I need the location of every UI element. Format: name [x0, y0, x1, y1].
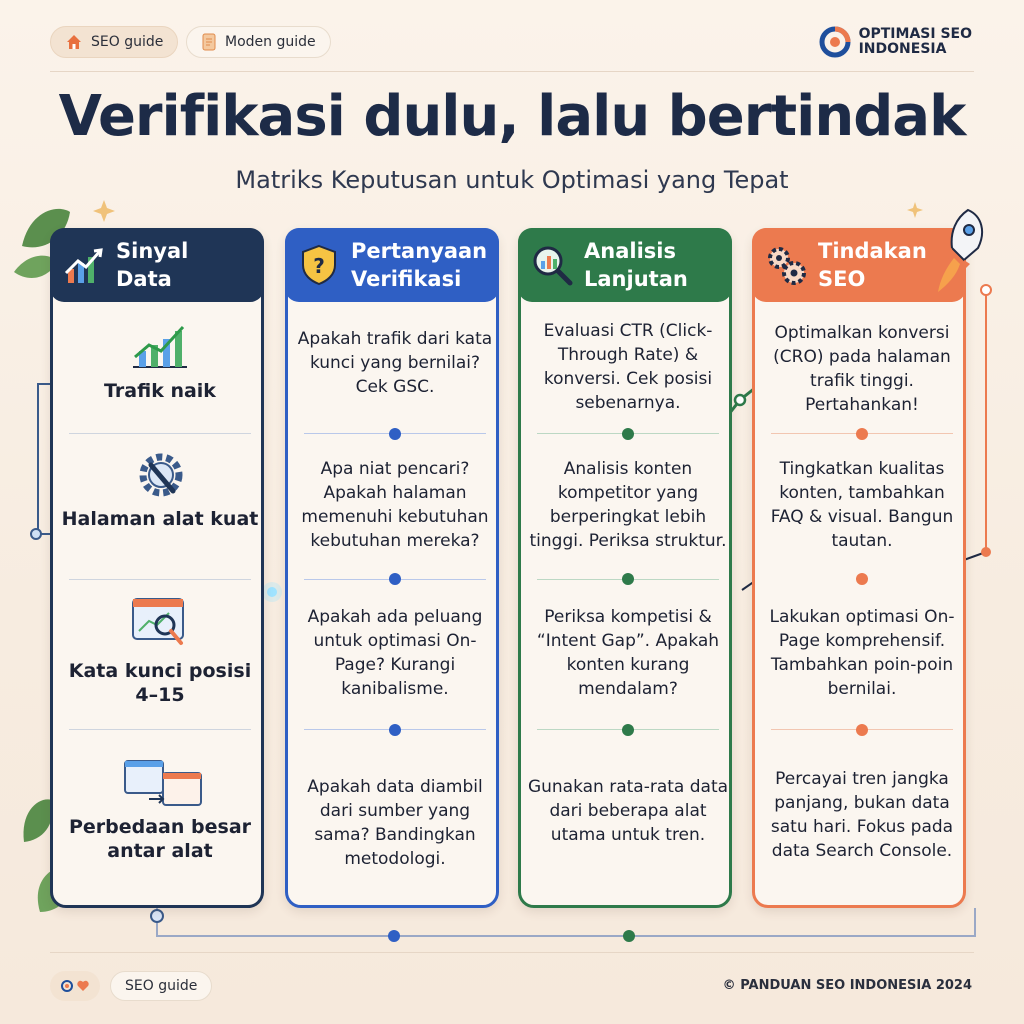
question-cell: Apakah trafik dari kata kunci yang bernilai? Cek GSC.	[297, 329, 493, 397]
row-dot	[856, 428, 868, 440]
heart-icon	[76, 979, 90, 993]
analysis-cell: Periksa kompetisi & “Intent Gap”. Apakah konten kurang mendalam?	[536, 607, 720, 699]
signal-tool-difference: Perbedaan besar antar alat	[68, 816, 252, 862]
analysis-cell: Evaluasi CTR (Click-Through Rate) & konversi. Cek posisi sebenarnya.	[543, 321, 713, 413]
magnifier-chart-icon	[530, 243, 574, 287]
row-dot	[856, 724, 868, 736]
question-cell: Apa niat pencari? Apakah halaman memenuhi kebutuhan kebutuhan mereka?	[301, 459, 489, 551]
tag-seo-guide-label: SEO guide	[91, 34, 164, 50]
compare-windows-icon	[123, 759, 203, 809]
action-cell: Lakukan optimasi On-Page komprehensif. Tambahkan poin-poin bernilai.	[769, 607, 955, 699]
column-4-title-line-1: Tindakan	[818, 239, 927, 263]
column-header-pertanyaan-verifikasi	[285, 228, 499, 302]
brand-line-2: INDONESIA	[858, 41, 947, 57]
row-dot	[622, 724, 634, 736]
row-dot	[622, 573, 634, 585]
column-3-title-line-2: Lanjutan	[584, 267, 688, 291]
shield-question-icon	[297, 243, 341, 287]
gear-wrench-icon	[133, 449, 189, 503]
action-cell: Percayai tren jangka panjang, bukan data satu hari. Fokus pada data Search Console.	[770, 769, 954, 861]
row-separator	[69, 579, 251, 580]
column-2-title-line-2: Verifikasi	[351, 267, 462, 291]
column-1-title-line-1: Sinyal	[116, 239, 189, 263]
row-dot	[389, 724, 401, 736]
footer-tag-seo-guide[interactable]	[110, 971, 212, 1001]
column-analisis-lanjutan	[518, 228, 732, 908]
gears-icon	[764, 243, 808, 287]
signal-keyword-position: Kata kunci posisi 4–15	[68, 660, 252, 706]
svg-text:?: ?	[313, 254, 325, 278]
footer-tag-label: SEO guide	[125, 978, 198, 994]
question-cell: Apakah ada peluang untuk optimasi On-Page? Kurangi kanibalisme.	[307, 607, 483, 699]
page-subtitle: Matriks Keputusan untuk Optimasi yang Tepat	[235, 166, 789, 194]
trend-chart-icon	[62, 243, 106, 287]
column-1-title-line-2: Data	[116, 267, 172, 291]
brand-line-1: OPTIMASI SEO	[858, 26, 972, 42]
row-dot	[856, 573, 868, 585]
column-sinyal-data	[50, 228, 264, 908]
column-2-title-line-1: Pertanyaan	[351, 239, 488, 263]
column-pertanyaan-verifikasi	[285, 228, 499, 908]
action-cell: Optimalkan konversi (CRO) pada halaman trafik tinggi. Pertahankan!	[773, 323, 951, 415]
column-3-title-line-1: Analisis	[584, 239, 676, 263]
column-4-title-line-2: SEO	[818, 267, 866, 291]
row-separator	[69, 433, 251, 434]
page-title: Verifikasi dulu, lalu bertindak	[58, 84, 966, 149]
row-separator	[69, 729, 251, 730]
row-dot	[622, 428, 634, 440]
footer-copyright: © PANDUAN SEO INDONESIA 2024	[722, 978, 972, 993]
footer-left	[50, 971, 212, 1001]
action-cell: Tingkatkan kualitas konten, tambahkan FAQ & visual. Bangun tautan.	[770, 459, 954, 551]
brand-logo-icon	[60, 979, 74, 993]
tag-moden-guide-label: Moden guide	[225, 34, 316, 50]
footer-logo	[50, 971, 100, 1001]
row-dot	[389, 573, 401, 585]
analysis-cell: Analisis konten kompetitor yang berperingkat lebih tinggi. Periksa struktur.	[529, 459, 727, 551]
footer-divider	[50, 952, 974, 953]
column-header-analisis-lanjutan	[518, 228, 732, 302]
analysis-cell: Gunakan rata-rata data dari beberapa alat utama untuk tren.	[527, 777, 729, 845]
signal-traffic-up: Trafik naik	[104, 380, 216, 402]
question-cell: Apakah data diambil dari sumber yang sama? Bandingkan metodologi.	[307, 777, 483, 869]
column-header-sinyal-data	[50, 228, 264, 302]
rocket-icon	[928, 206, 990, 296]
column-tindakan-seo	[752, 228, 966, 908]
row-dot	[389, 428, 401, 440]
signal-strong-tool-page: Halaman alat kuat	[61, 508, 259, 530]
growth-chart-icon	[131, 321, 189, 371]
search-window-icon	[131, 597, 189, 649]
